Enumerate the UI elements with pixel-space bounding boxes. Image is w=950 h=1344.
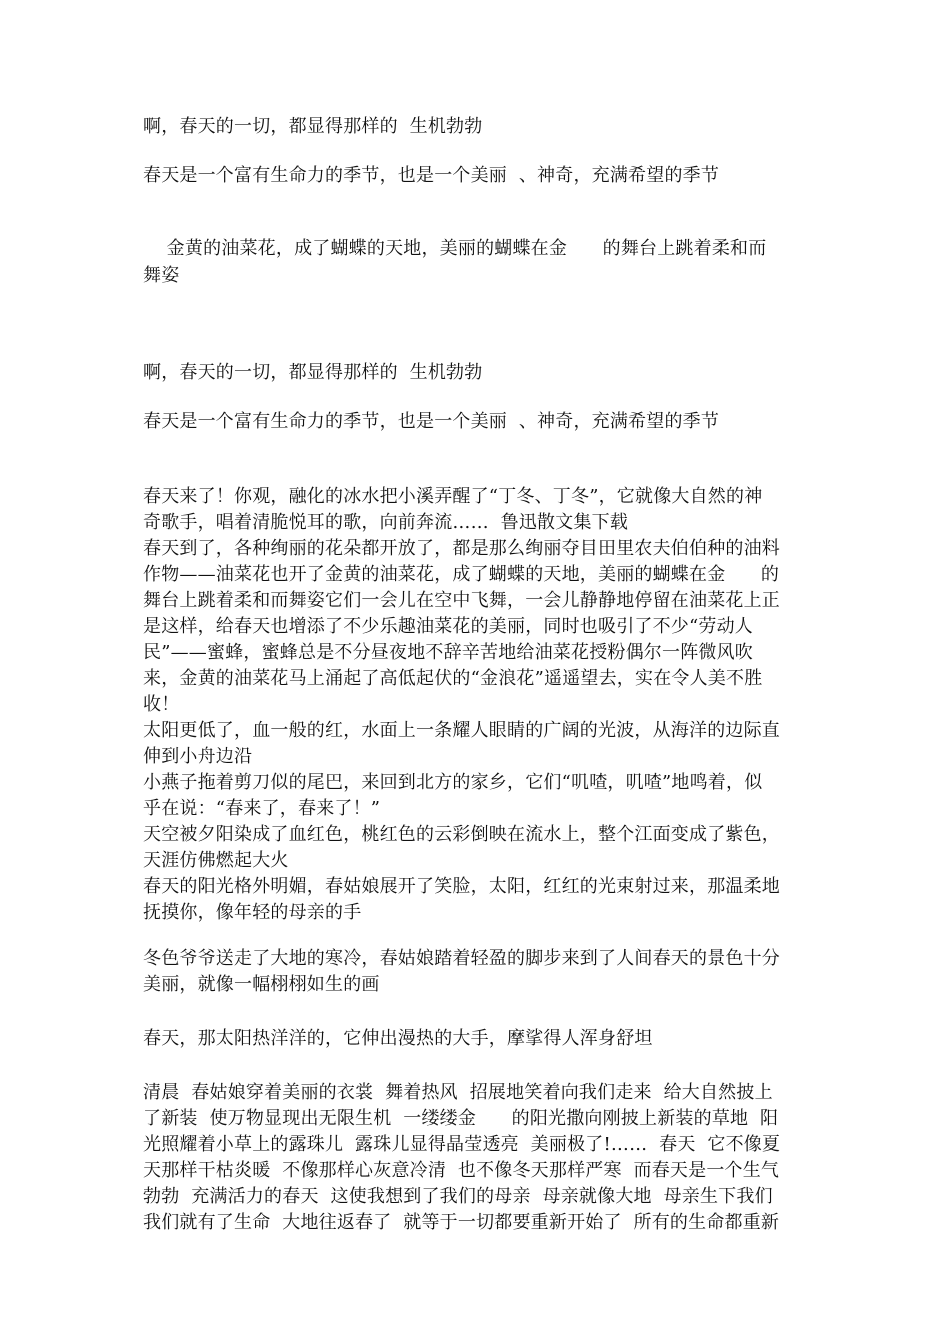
- para-sun-line: 春天，那太阳热洋洋的，它伸出漫热的大手，摩挲得人浑身舒坦: [143, 1028, 653, 1049]
- section2-line2: 舞姿: [143, 265, 180, 286]
- body-line: 奇歌手，唱着清脆悦耳的歌，向前奔流…… 鲁迅散文集下载: [143, 512, 629, 533]
- body-line: 太阳更低了，血一般的红，水面上一条耀人眼睛的广阔的光波，从海洋的边际直: [143, 720, 780, 741]
- section3-line2: 春天是一个富有生命力的季节，也是一个美丽 、神奇，充满希望的季节: [143, 411, 720, 432]
- para-winter-line: 美丽，就像一幅栩栩如生的画: [143, 974, 380, 995]
- body-line: 抚摸你，像年轻的母亲的手: [143, 902, 362, 923]
- body-line: 是这样，给春天也增添了不少乐趣油菜花的美丽，同时也吸引了不少“劳动人: [143, 616, 753, 637]
- body-line: 作物——油菜花也开了金黄的油菜花，成了蝴蝶的天地，美丽的蝴蝶在金 的: [143, 564, 780, 585]
- para-morning-line: 天那样干枯炎暖 不像那样心灰意冷清 也不像冬天那样严寒 而春天是一个生气: [143, 1160, 780, 1181]
- body-line: 收！: [143, 694, 180, 715]
- section1-line2: 春天是一个富有生命力的季节，也是一个美丽 、神奇，充满希望的季节: [143, 165, 720, 186]
- para-morning-line: 勃勃 充满活力的春天 这使我想到了我们的母亲 母亲就像大地 母亲生下我们: [143, 1186, 773, 1207]
- para-morning-line: 了新装 使万物显现出无限生机 一缕缕金 的阳光撒向刚披上新装的草地 阳: [143, 1108, 779, 1129]
- section1-line1: 啊，春天的一切，都显得那样的 生机勃勃: [143, 116, 483, 137]
- section3-line1: 啊，春天的一切，都显得那样的 生机勃勃: [143, 362, 483, 383]
- body-line: 春天的阳光格外明媚，春姑娘展开了笑脸，太阳，红红的光束射过来，那温柔地: [143, 876, 780, 897]
- para-morning-line: 清晨 春姑娘穿着美丽的衣裳 舞着热风 招展地笑着向我们走来 给大自然披上: [143, 1082, 773, 1103]
- body-line: 来，金黄的油菜花马上涌起了高低起伏的“金浪花”遥遥望去，实在令人美不胜: [143, 668, 763, 689]
- body-line: 舞台上跳着柔和而舞姿它们一会儿在空中飞舞，一会儿静静地停留在油菜花上正: [143, 590, 780, 611]
- body-line: 乎在说：“春来了，春来了！”: [143, 798, 381, 819]
- body-line: 春天到了，各种绚丽的花朵都开放了，都是那么绚丽夺目田里农夫伯伯种的油料: [143, 538, 780, 559]
- body-line: 民”——蜜蜂，蜜蜂总是不分昼夜地不辞辛苦地给油菜花授粉偶尔一阵微风吹: [143, 642, 753, 663]
- para-morning-line: 光照耀着小草上的露珠儿 露珠儿显得晶莹透亮 美丽极了!…… 春天 它不像夏: [143, 1134, 781, 1155]
- para-winter-line: 冬色爷爷送走了大地的寒冷，春姑娘踏着轻盈的脚步来到了人间春天的景色十分: [143, 948, 780, 969]
- body-line: 伸到小舟边沿: [143, 746, 253, 767]
- section2-line1: 金黄的油菜花，成了蝴蝶的天地，美丽的蝴蝶在金 的舞台上跳着柔和而: [143, 238, 767, 259]
- body-line: 天空被夕阳染成了血红色，桃红色的云彩倒映在流水上，整个江面变成了紫色，: [143, 824, 780, 845]
- para-morning-line: 我们就有了生命 大地往返春了 就等于一切都要重新开始了 所有的生命都重新: [143, 1212, 780, 1233]
- body-line: 春天来了！你观，融化的冰水把小溪弄醒了“丁冬、丁冬”，它就像大自然的神: [143, 486, 763, 507]
- body-line: 天涯仿佛燃起大火: [143, 850, 289, 871]
- body-line: 小燕子拖着剪刀似的尾巴，来回到北方的家乡，它们“叽喳，叽喳”地鸣着，似: [143, 772, 763, 793]
